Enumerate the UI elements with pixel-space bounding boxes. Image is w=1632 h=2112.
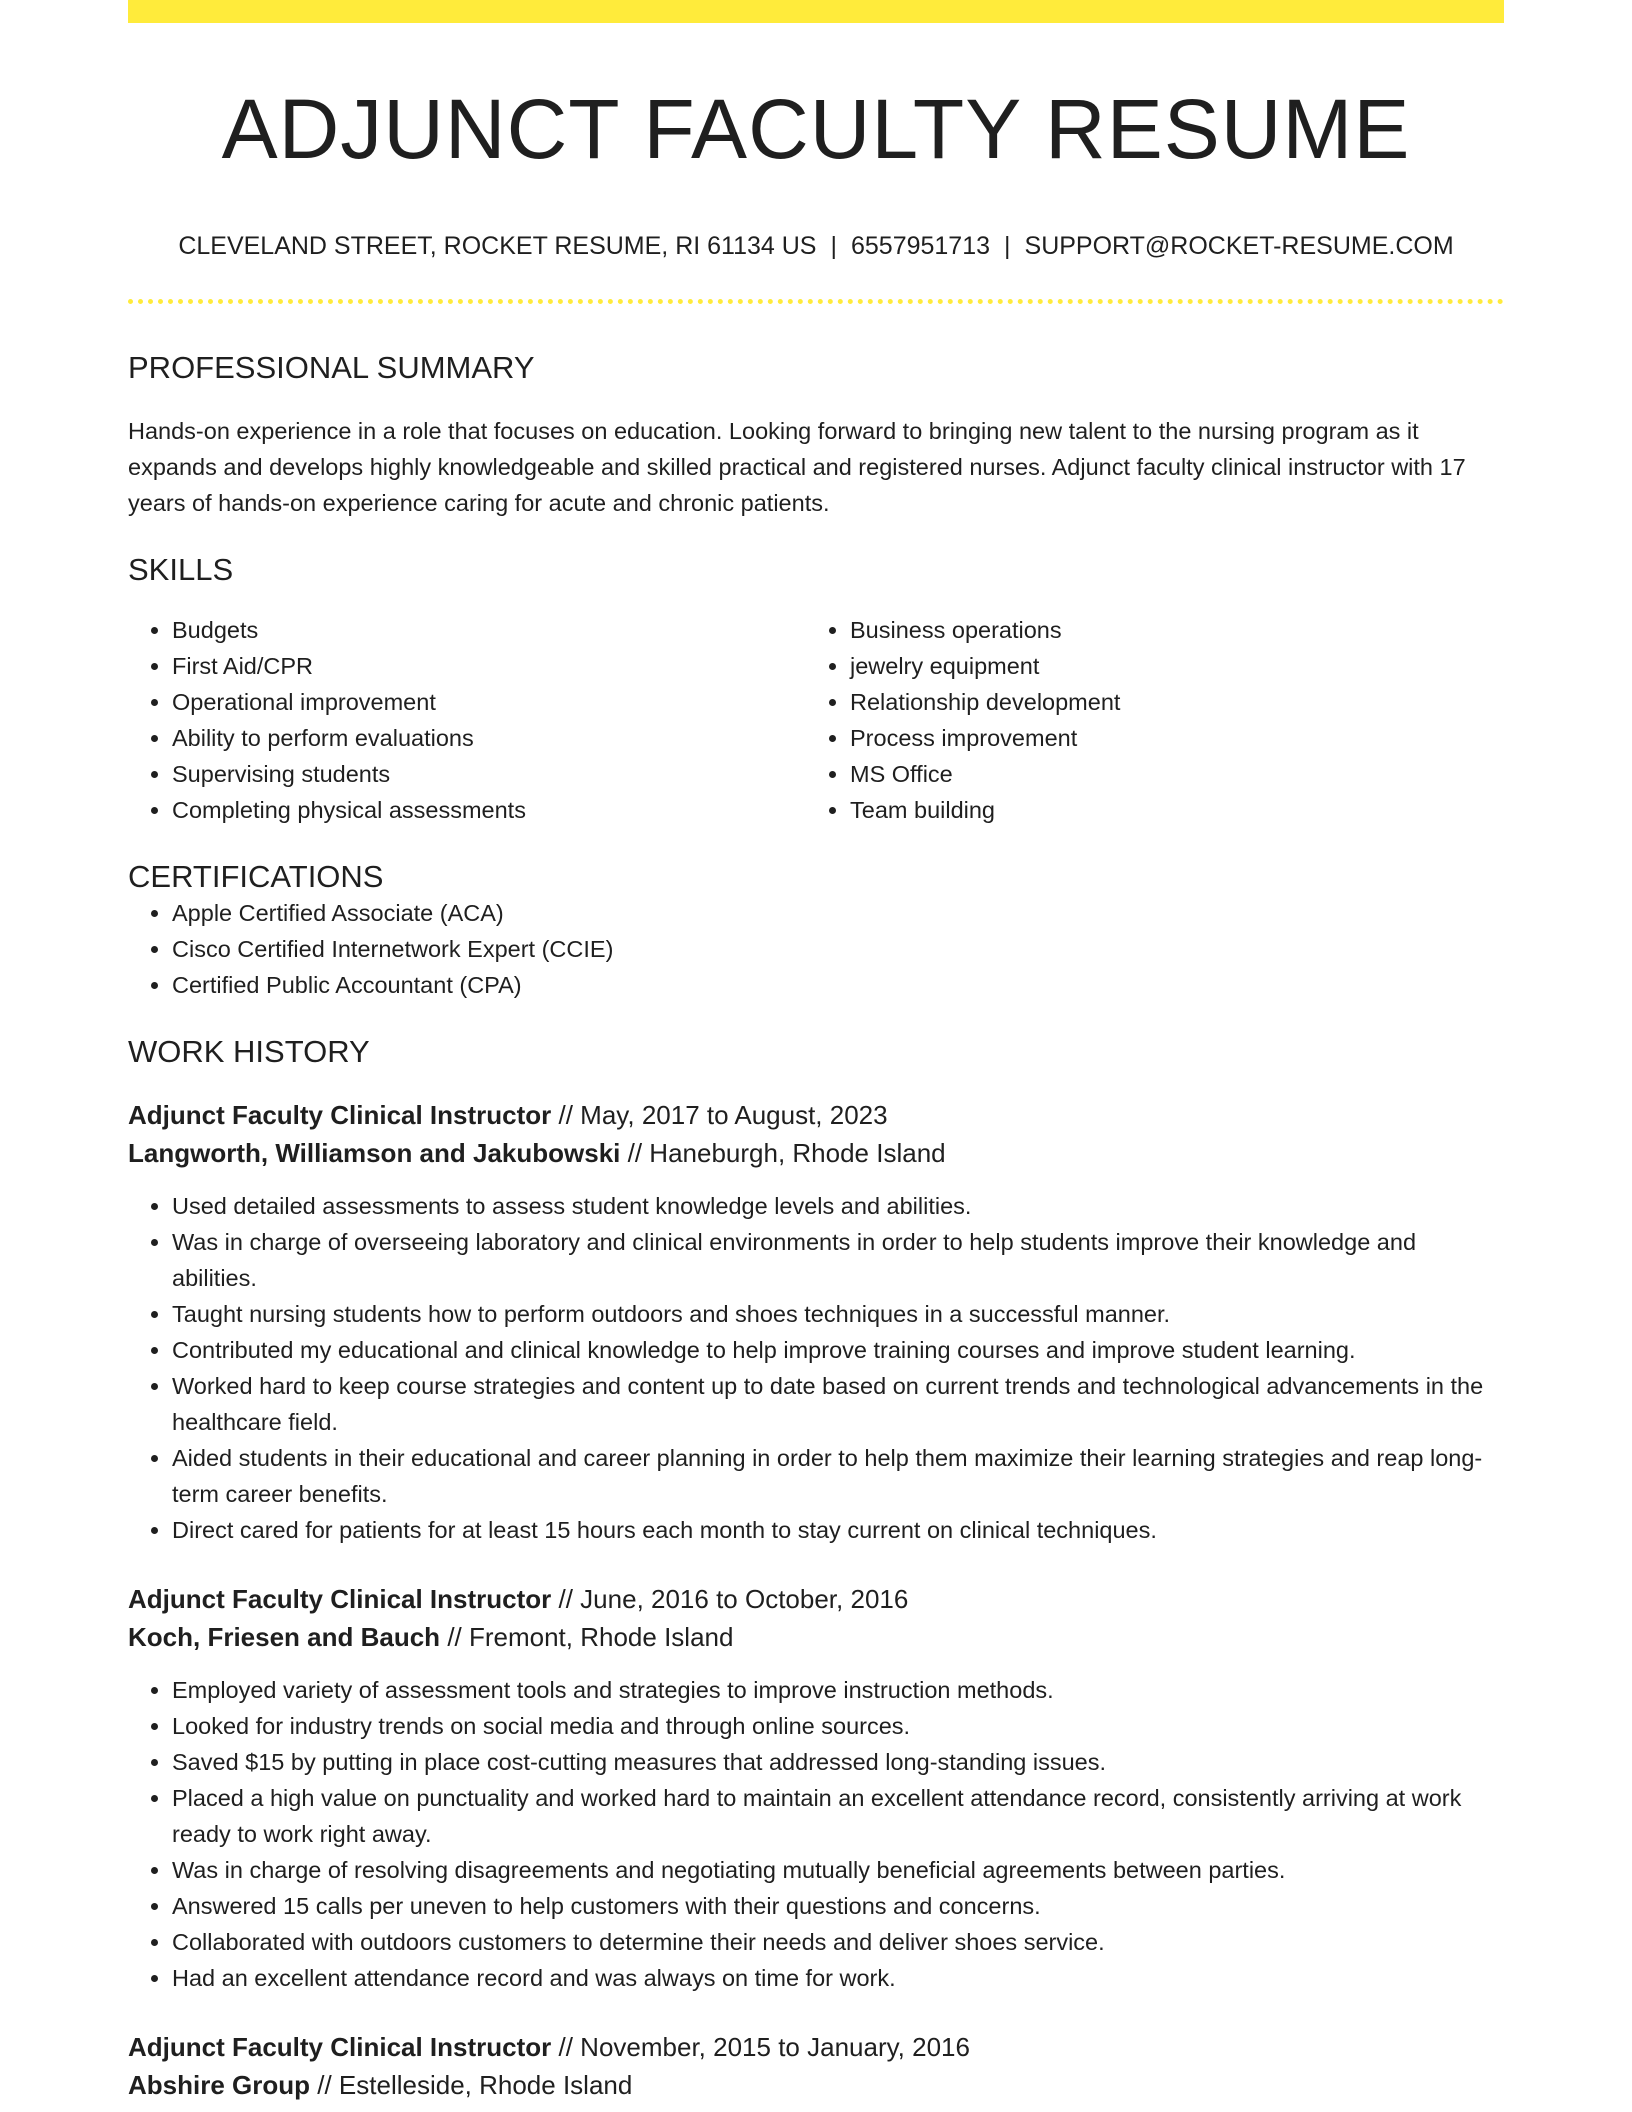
skills-columns <box>128 612 1504 828</box>
job-bullet: • Was in charge of resolving disagreements and negotiating mutually beneficial agreements between parties. <box>172 1852 1504 1888</box>
job-dates: // May, 2017 to August, 2023 <box>558 1100 888 1131</box>
skill-item: • Budgets <box>172 612 806 648</box>
job-company: Langworth, Williamson and Jakubowski <box>128 1138 621 1169</box>
job-bullet: • Placed a high value on punctuality and worked hard to maintain an excellent attendance record, consistently arriving at work ready to work right away. <box>172 1780 1504 1852</box>
job-title-line <box>128 1580 1504 1618</box>
skill-item: • Completing physical assessments <box>172 792 806 828</box>
job-bullet: • Taught nursing students how to perform outdoors and shoes techniques in a successful manner. <box>172 1296 1504 1332</box>
job-company: Koch, Friesen and Bauch <box>128 1622 441 1653</box>
job-company-line <box>128 1134 1504 1172</box>
contact-separator: | <box>830 232 837 261</box>
job-location: // Estelleside, Rhode Island <box>317 2070 633 2101</box>
work-history-heading: WORK HISTORY <box>128 1033 370 1069</box>
skill-item: • jewelry equipment <box>850 648 1484 684</box>
skill-item: • First Aid/CPR <box>172 648 806 684</box>
job-location: // Haneburgh, Rhode Island <box>627 1138 946 1169</box>
job-bullet: • Employed variety of assessment tools and strategies to improve instruction methods. <box>172 1672 1504 1708</box>
job-bullets <box>128 1188 1504 1548</box>
skill-item: • Business operations <box>850 612 1484 648</box>
job-bullets <box>128 1672 1504 1996</box>
certification-item: • Certified Public Accountant (CPA) <box>172 967 1504 1003</box>
job-location: // Fremont, Rhode Island <box>447 1622 734 1653</box>
job-entry <box>128 2028 1504 2104</box>
job-bullet: • Answered 15 calls per uneven to help customers with their questions and concerns. <box>172 1888 1504 1924</box>
skill-item: • MS Office <box>850 756 1484 792</box>
job-bullet: • Collaborated with outdoors customers to determine their needs and deliver shoes service. <box>172 1924 1504 1960</box>
certification-item: • Cisco Certified Internetwork Expert (CCIE) <box>172 931 1504 967</box>
summary-text: Hands-on experience in a role that focuses on education. Looking forward to bringing new talent to the nursing program as it expands and develops highly knowledgeable and skilled practical and registered nurses. Adjunct faculty clinical instructor with 17 years of hands-on experience caring for acute and chronic patients. <box>128 417 1466 516</box>
job-entry <box>128 1096 1504 1548</box>
certifications-heading: CERTIFICATIONS <box>128 858 384 894</box>
job-bullet: • Aided students in their educational and career planning in order to help them maximize their learning strategies and reap long-term career benefits. <box>172 1440 1504 1512</box>
job-dates: // November, 2015 to January, 2016 <box>558 2032 970 2063</box>
job-bullet: • Worked hard to keep course strategies and content up to date based on current trends and technological advancements in the healthcare field. <box>172 1368 1504 1440</box>
job-bullet: • Was in charge of overseeing laboratory and clinical environments in order to help students improve their knowledge and abilities. <box>172 1224 1504 1296</box>
skills-list-right <box>806 612 1484 828</box>
contact-separator: | <box>1004 232 1011 261</box>
job-company: Abshire Group <box>128 2070 311 2101</box>
job-bullet: • Contributed my educational and clinical knowledge to help improve training courses and improve student learning. <box>172 1332 1504 1368</box>
skill-item: • Team building <box>850 792 1484 828</box>
certifications-list <box>128 895 1504 1003</box>
accent-bar <box>128 0 1504 23</box>
summary-heading: PROFESSIONAL SUMMARY <box>128 350 535 386</box>
job-company-line <box>128 2066 1504 2104</box>
skill-item: • Process improvement <box>850 720 1484 756</box>
skill-item: • Relationship development <box>850 684 1484 720</box>
job-dates: // June, 2016 to October, 2016 <box>558 1584 909 1615</box>
skill-item: • Supervising students <box>172 756 806 792</box>
contact-phone: 6557951713 <box>850 232 991 261</box>
job-bullet: • Saved $15 by putting in place cost-cutting measures that addressed long-standing issues. <box>172 1744 1504 1780</box>
skills-heading: SKILLS <box>128 551 234 587</box>
contact-email: SUPPORT@ROCKET-RESUME.COM <box>1024 232 1454 261</box>
job-bullet: • Had an excellent attendance record and was always on time for work. <box>172 1960 1504 1996</box>
work-history-list <box>128 1096 1504 2104</box>
resume-page <box>128 0 1504 2104</box>
job-title-line <box>128 2028 1504 2066</box>
certification-item: • Apple Certified Associate (ACA) <box>172 895 1504 931</box>
job-title: Adjunct Faculty Clinical Instructor <box>128 2032 552 2063</box>
job-bullet: • Used detailed assessments to assess student knowledge levels and abilities. <box>172 1188 1504 1224</box>
resume-title: ADJUNCT FACULTY RESUME <box>221 82 1411 176</box>
job-title: Adjunct Faculty Clinical Instructor <box>128 1100 552 1131</box>
job-company-line <box>128 1618 1504 1656</box>
skills-list-left <box>128 612 806 828</box>
contact-line <box>128 231 1504 261</box>
skill-item: • Operational improvement <box>172 684 806 720</box>
contact-address: CLEVELAND STREET, ROCKET RESUME, RI 61134 US <box>178 232 817 261</box>
job-entry <box>128 1580 1504 1996</box>
job-title: Adjunct Faculty Clinical Instructor <box>128 1584 552 1615</box>
job-title-line <box>128 1096 1504 1134</box>
dotted-divider <box>128 299 1504 304</box>
job-bullet: • Direct cared for patients for at least 15 hours each month to stay current on clinical techniques. <box>172 1512 1504 1548</box>
skill-item: • Ability to perform evaluations <box>172 720 806 756</box>
job-bullet: • Looked for industry trends on social media and through online sources. <box>172 1708 1504 1744</box>
